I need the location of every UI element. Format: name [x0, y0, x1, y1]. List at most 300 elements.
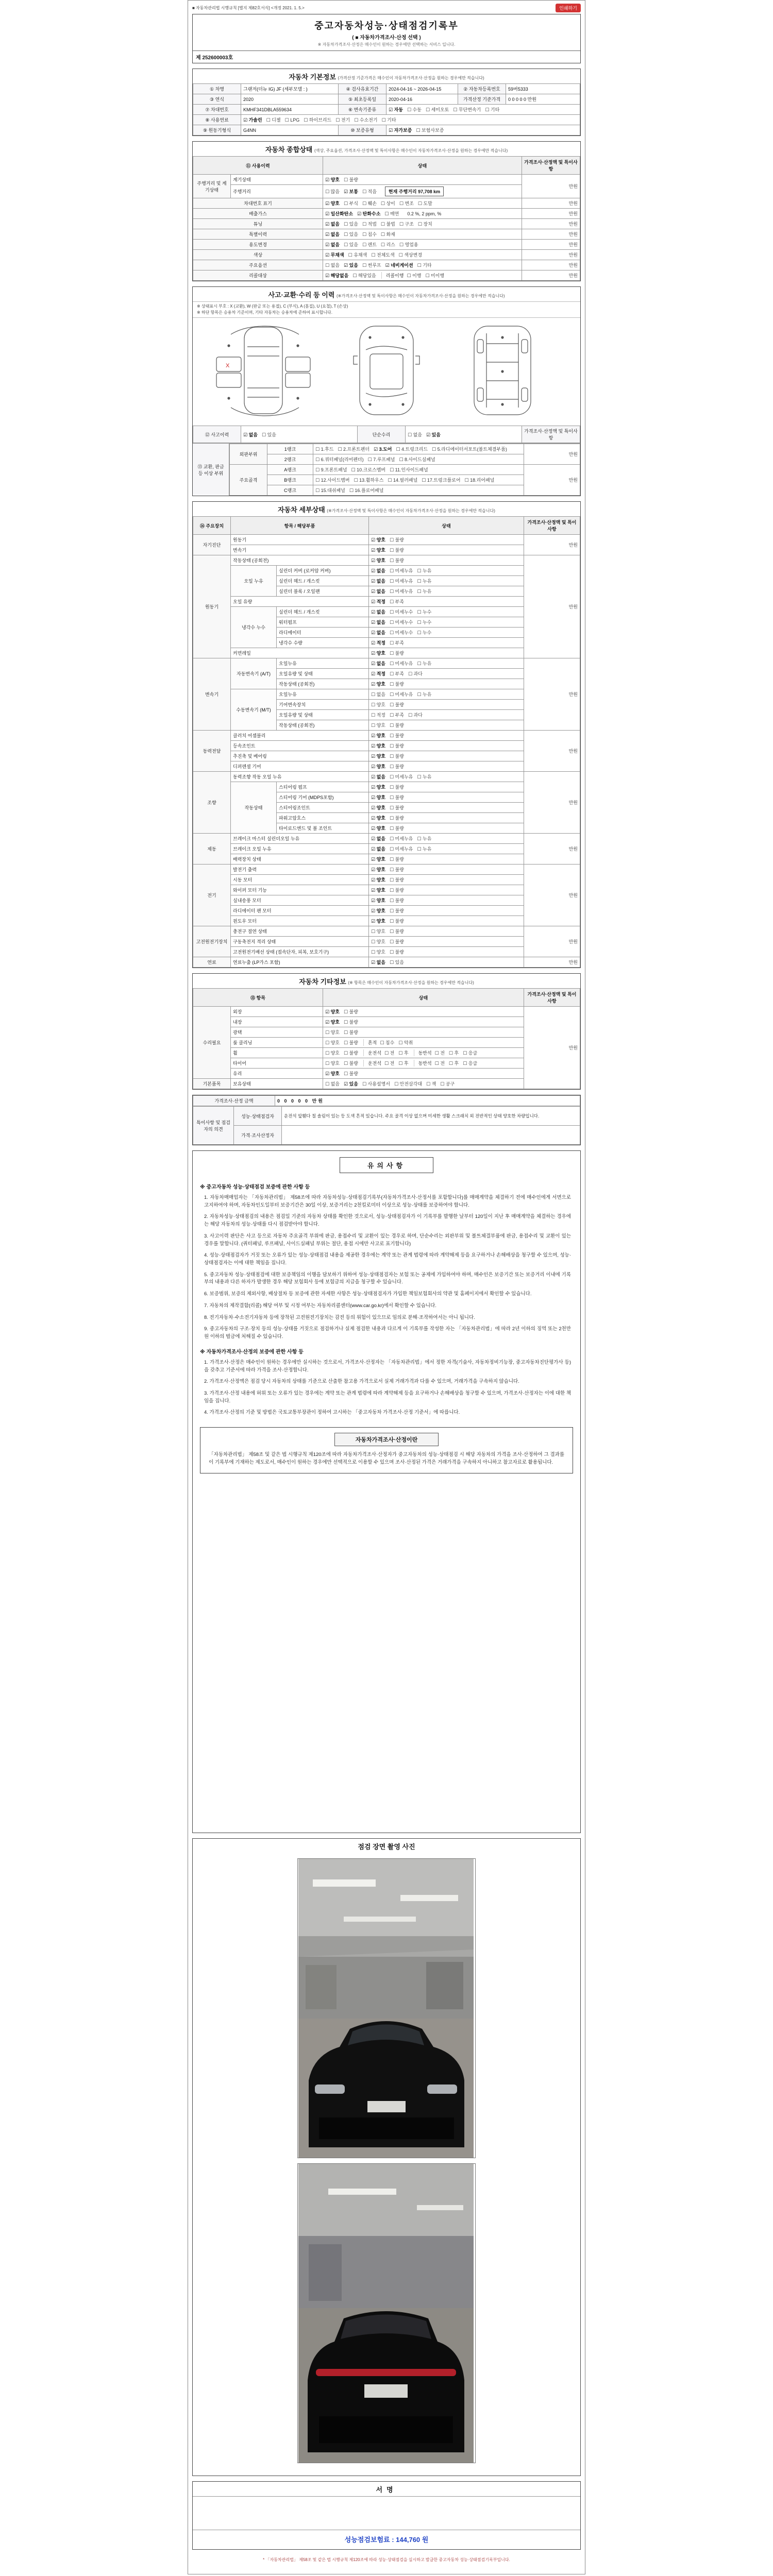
- price-cell: 만원: [524, 555, 580, 658]
- item-label: 원동기: [231, 535, 369, 545]
- year-label: ③ 연식: [193, 94, 241, 105]
- checkbox-unchecked: ☐ 없음: [325, 263, 340, 268]
- vin-label: ⑦ 차대번호: [193, 105, 241, 115]
- checkbox-checked: ☑ 양호: [371, 682, 385, 687]
- state-cell: [369, 731, 524, 741]
- checkbox-unchecked: ☐ 불량: [389, 939, 404, 944]
- accident-history-options: [241, 426, 358, 443]
- device-label: 고전원전기장치: [193, 926, 231, 957]
- state-cell: [323, 250, 522, 260]
- state-cell: [369, 885, 524, 895]
- checkbox-unchecked: ☐ 도말: [417, 201, 432, 206]
- checkbox-unchecked: ☐ 양호: [371, 702, 385, 707]
- item-label: 라디에이터 팬 모터: [231, 906, 369, 916]
- photos-title: 점검 장면 촬영 사진: [358, 1843, 415, 1851]
- checkbox-checked: ☑ 적정: [371, 671, 385, 676]
- table-row: [193, 1048, 580, 1058]
- cost-table: [193, 1095, 580, 1106]
- item-label: 추진축 및 베어링: [231, 751, 369, 761]
- state-cell: [323, 198, 522, 209]
- notice-part1-title: ※ 중고자동차 성능·상태점검 보증에 관한 사항 등: [200, 1184, 310, 1190]
- price-cell: 만원: [524, 1007, 580, 1089]
- item-label: 브레이크 마스터 실린더오일 누유: [231, 834, 369, 844]
- item-label: 냉각수 수량: [277, 638, 369, 648]
- inspection-label: ④ 검사유효기간: [339, 84, 386, 94]
- price-cell: 만원: [522, 260, 580, 270]
- car-diagram-svg: [200, 320, 573, 421]
- price-cell: 만원: [524, 926, 580, 957]
- checkbox-unchecked: ☐ 매연: [384, 211, 399, 216]
- exchange-ranks: [193, 443, 580, 496]
- definition-title: 자동차가격조사·산정이란: [334, 1433, 439, 1446]
- col-use-history: ⑪ 사용이력: [193, 157, 323, 175]
- year-value: 2020: [241, 94, 339, 105]
- notice-item: 2. 자동차성능·상태점검의 내용은 점검일 기준의 자동차 상태를 확인한 것으로서, 성능·상태점검자가 이 기록부를 발행한 날부터 120일이 지난 후 매매계약을 체결하는 경우에는 해당 자동차의 성능·상태를 다시 점검받아야 합니다.: [204, 1214, 571, 1228]
- row-item-label: 주행거리: [231, 185, 323, 198]
- photo-rear-svg: [298, 2164, 474, 2463]
- state-cell: [323, 1027, 524, 1038]
- checkbox-unchecked: ☐ 없음: [408, 432, 422, 437]
- checkbox-checked: ☑ 양호: [371, 898, 385, 903]
- checkbox-checked: ☑ 적정: [371, 599, 385, 604]
- checkbox-checked: ☑ 양호: [371, 785, 385, 790]
- device-label: 원동기: [193, 555, 231, 658]
- table-row: [193, 916, 580, 926]
- state-cell: [323, 219, 522, 229]
- item-label: 배력장치 상태: [231, 854, 369, 865]
- state-cell: [323, 1038, 524, 1048]
- first-reg-label: ⑤ 최초등록일: [339, 94, 386, 105]
- checkbox-unchecked: ☐ 있음: [343, 232, 358, 237]
- sub-label: 냉각수 누수: [231, 607, 277, 648]
- section-title-accident: [193, 287, 580, 301]
- accident-subnote: (※가격조사·산정액 및 특이사항은 매수인이 자동차가격조사·산정을 원하는 경우에만 적습니다): [336, 294, 505, 298]
- notice-item: 3. 가격조사·산정 내용에 허위 또는 오류가 있는 경우에는 계약 또는 관계 법령에 따라 계약해제 등을 요구하거나 손해배상을 청구할 수 있으며, 가격조사·산정자는 이에 대한 책임을 집니다.: [204, 1390, 571, 1404]
- table-row: [193, 115, 580, 125]
- checkbox-unchecked: ☐ 부식: [343, 201, 358, 206]
- row-item-label: 계기상태: [231, 175, 323, 185]
- document-header: [192, 14, 581, 63]
- section-basic-info: [192, 69, 581, 136]
- checkbox-unchecked: ☐ 적정: [371, 713, 385, 718]
- checkbox-unchecked: ☐ 무단변속기: [453, 107, 481, 112]
- reg-no-label: ② 자동차등록번호: [458, 84, 506, 94]
- checkbox-unchecked: ☐ 불량: [343, 1061, 358, 1066]
- simple-repair-label: 단순수리: [358, 426, 406, 443]
- state-cell: [369, 689, 524, 700]
- checkbox-unchecked: ☐ 불량: [389, 764, 404, 769]
- table-row: [230, 444, 580, 454]
- item-label: 변속기: [231, 545, 369, 555]
- section-cost-opinion: [192, 1095, 581, 1145]
- price-cell: 만원: [524, 535, 580, 555]
- checkbox-unchecked: ☐ 미세누유: [389, 661, 413, 666]
- item-label: 오일유량 및 상태: [277, 669, 369, 679]
- item-label: 라디에이터: [277, 628, 369, 638]
- checkbox-unchecked: ☐ 기타: [417, 263, 432, 268]
- table-row: [193, 94, 580, 105]
- state-cell: [369, 813, 524, 823]
- checkbox-checked: ☑ 양호: [371, 888, 385, 893]
- checkbox-unchecked: ☐ 양호: [371, 929, 385, 934]
- checkbox-unchecked: ☐ 리스: [380, 242, 395, 247]
- checkbox-unchecked: ☐ 부족: [389, 599, 404, 604]
- checkbox-unchecked: ☐ 전: [434, 1061, 445, 1066]
- summary-title-text: 자동차 종합상태: [265, 146, 313, 154]
- checkbox-checked: ☑ 양호: [371, 795, 385, 800]
- table-row: [193, 607, 580, 617]
- checkbox-unchecked: ☐ 많음: [325, 189, 340, 194]
- checkbox-unchecked: ☐ 렌트: [362, 242, 377, 247]
- checkbox-unchecked: ☐ 있음: [261, 432, 276, 437]
- state-cell: [369, 751, 524, 761]
- item-label: 오일유량 및 상태: [277, 710, 369, 720]
- state-cell: [369, 834, 524, 844]
- checkbox-checked: ☑ 양호: [371, 743, 385, 749]
- item-label: 워터펌프: [277, 617, 369, 628]
- checkbox-checked: ☑ 양호: [325, 177, 340, 182]
- checkbox-unchecked: ☐ 수소전기: [354, 117, 378, 123]
- detail-table: [193, 516, 580, 968]
- table-row: [193, 865, 580, 875]
- state-cell: [369, 772, 524, 782]
- state-cell: [369, 638, 524, 648]
- detail-title-text: 자동차 세부상태: [278, 506, 325, 514]
- price-cell: 만원: [524, 658, 580, 731]
- table-row: [193, 1038, 580, 1048]
- checkbox-unchecked: ☐ 있음: [343, 242, 358, 247]
- checkbox-unchecked: ☐ 세미오토: [425, 107, 449, 112]
- checkbox-checked: ☑ 양호: [371, 805, 385, 810]
- checkbox-unchecked: ☐ 미세누유: [389, 846, 413, 852]
- table-row: [193, 906, 580, 916]
- opinion-label: 특이사항 및 점검자의 의견: [193, 1107, 234, 1145]
- device-label: 연료: [193, 957, 231, 968]
- inspector-comment: 운전석 앞휀다 칠 솔림이 있는 등 도색 흔적 있습니다. 주요 골격 이상 없으며 미세한 생활 스크래치 외 전반적인 상태 양호한 차량입니다.: [282, 1107, 580, 1126]
- checkbox-unchecked: ☐ 누유: [417, 661, 432, 666]
- table-row: [193, 937, 580, 947]
- state-cell: [369, 679, 524, 689]
- table-header-row: [193, 989, 580, 1007]
- checkbox-unchecked: ☐ 안전삼각대: [394, 1081, 423, 1087]
- table-row: [193, 947, 580, 957]
- state-cell: [323, 270, 522, 281]
- checkbox-unchecked: ☐ 후: [398, 1061, 409, 1066]
- document-subtitle: ( ■ 자동차가격조사·산정 선택 ): [352, 35, 421, 41]
- base-price-value: 0 0 0 0 0 만원: [506, 94, 580, 105]
- state-cell: [369, 803, 524, 813]
- checkbox-unchecked: ☐ 후: [448, 1050, 459, 1056]
- table-row: [193, 926, 580, 937]
- price-cell: 만원: [524, 957, 580, 968]
- appraiser-comment: [282, 1126, 580, 1145]
- checkbox-unchecked: ☐ 후: [448, 1061, 459, 1066]
- inspection-record-document: [188, 0, 585, 2574]
- checkbox-unchecked: ☐ 12.사이드멤버: [315, 478, 350, 483]
- warranty-options: [386, 125, 580, 135]
- table-row: [193, 648, 580, 658]
- row-group-label: 색상: [193, 250, 323, 260]
- car-diagram-frame: [474, 326, 531, 415]
- notice-item: 3. 사고이력 판단은 사고 등으로 자동차 주요골격 부위에 판금, 용접수리 및 교환이 있는 경우로 하며, 단순수리는 외판부위 및 볼트체결부품에 판금, 용접수리 및 교환이 있는 경우를 말합니다. (쿼터패널, 루프패널, 사이드실패널 부위는 절단, 용접 시에만 사고로 표기합니다): [204, 1233, 571, 1247]
- state-cell: [369, 937, 524, 947]
- price-cell: 만원: [522, 250, 580, 260]
- table-row: [193, 545, 580, 555]
- state-cell: [369, 535, 524, 545]
- signature-area: [193, 2496, 580, 2530]
- notice-part1-items: [193, 1192, 580, 1343]
- fuel-label: ⑧ 사용연료: [193, 115, 241, 125]
- checkbox-checked: ☑ 없음: [371, 620, 385, 625]
- table-row: [193, 854, 580, 865]
- item-label: 동력조향 작동 오일 누유: [231, 772, 369, 782]
- checkbox-unchecked: ☐ 불량: [343, 1040, 358, 1045]
- state-cell: [323, 1058, 524, 1069]
- checkbox-unchecked: ☐ 10.크로스멤버: [351, 467, 386, 472]
- table-row: [193, 1027, 580, 1038]
- item-label: 와이퍼 모터 기능: [231, 885, 369, 895]
- table-row: [193, 535, 580, 545]
- checkbox-unchecked: ☐ 14.필러패널: [388, 478, 418, 483]
- item-label: 브레이크 오일 누유: [231, 844, 369, 854]
- item-label: 오일 유량: [231, 597, 369, 607]
- checkbox-unchecked: ☐ 양호: [325, 1050, 340, 1056]
- checkbox-unchecked: ☐ 불량: [389, 826, 404, 831]
- checkbox-unchecked: ☐ 잭: [426, 1081, 436, 1087]
- table-row: [193, 658, 580, 669]
- checkbox-checked: ☑ 없음: [371, 630, 385, 635]
- state-cell: [313, 475, 524, 485]
- state-cell: [369, 916, 524, 926]
- checkbox-unchecked: ☐ 있음: [343, 222, 358, 227]
- car-diagram-top: [354, 326, 419, 415]
- price-cell: 만원: [522, 229, 580, 240]
- checkbox-unchecked: ☐ 공구: [440, 1081, 455, 1087]
- checkbox-checked: ☑ 양호: [371, 537, 385, 543]
- table-row: [193, 844, 580, 854]
- checkbox-unchecked: ☐ 미세누수: [389, 630, 413, 635]
- checkbox-checked: ☑ 양호: [371, 548, 385, 553]
- checkbox-unchecked: ☐ 18.리어패널: [464, 478, 495, 483]
- row-group-label: 수리필요: [193, 1007, 231, 1079]
- state-cell: [369, 628, 524, 638]
- price-cell: 만원: [522, 219, 580, 229]
- checkbox-checked: ☑ 없음: [325, 242, 340, 247]
- state-cell: [369, 823, 524, 834]
- checkbox-unchecked: ☐ 침수: [362, 232, 377, 237]
- first-reg-value: 2020-04-16: [386, 94, 458, 105]
- state-cell: [369, 895, 524, 906]
- inline-label: 운전석: [363, 1049, 381, 1056]
- checkbox-unchecked: ☐ 누유: [417, 579, 432, 584]
- transmission-options: [386, 105, 580, 115]
- fuel-options: [241, 115, 580, 125]
- checkbox-unchecked: ☐ 전: [384, 1050, 395, 1056]
- checkbox-checked: ☑ 양호: [371, 733, 385, 738]
- vin-value: KMHF341DBLA559634: [241, 105, 339, 115]
- state-cell: [369, 648, 524, 658]
- col-price: 가격조사·산정액 및 특이사항: [524, 517, 580, 535]
- checkbox-checked: ☑ 없음: [371, 836, 385, 841]
- checkbox-unchecked: ☐ 수동: [407, 107, 422, 112]
- checkbox-unchecked: ☐ 미세누수: [389, 609, 413, 615]
- checkbox-unchecked: ☐ 2.프론트펜더: [338, 447, 370, 452]
- price-cell: 만원: [522, 209, 580, 219]
- checkbox-unchecked: ☐ 미세누유: [389, 774, 413, 779]
- section-title-detail: [193, 502, 580, 516]
- checkbox-unchecked: ☐ 전: [384, 1061, 395, 1066]
- checkbox-unchecked: ☐ 전: [434, 1050, 445, 1056]
- state-cell: [369, 865, 524, 875]
- table-row: [193, 834, 580, 844]
- checkbox-unchecked: ☐ 누수: [417, 609, 432, 615]
- checkbox-unchecked: ☐ 미세누유: [389, 568, 413, 573]
- checkbox-unchecked: ☐ 전체도색: [371, 252, 395, 258]
- basic-subnote: (가격산정 기준가격은 매수인이 자동차가격조사·산정을 원하는 경우에만 적습니다): [338, 76, 484, 80]
- checkbox-unchecked: ☐ 13.휠하우스: [354, 478, 384, 483]
- checkbox-checked: ☑ 없음: [325, 232, 340, 237]
- inspector-label: 성능·상태점검자: [234, 1107, 282, 1126]
- top-strip: [192, 3, 581, 14]
- state-cell: [369, 576, 524, 586]
- col-price: 가격조사·산정액 및 특이사항: [522, 157, 580, 175]
- table-row: [193, 895, 580, 906]
- section-title-summary: [193, 142, 580, 156]
- notice-item: 1. 가격조사·산정은 매수인이 원하는 경우에만 실시하는 것으로서, 가격조사·산정자는 「자동차관리법」에서 정한 자격(기술사, 자동차정비기능장, 중고자동차진단평가사 등)을 갖추고 기준서에 따라 가격을 조사·산정합니다.: [204, 1359, 571, 1373]
- ranks-table: [229, 444, 580, 496]
- checkbox-unchecked: ☐ 미이행: [425, 273, 445, 278]
- checkbox-checked: ☑ 양호: [371, 857, 385, 862]
- checkbox-unchecked: ☐ 누유: [417, 568, 432, 573]
- table-row: [193, 250, 580, 260]
- device-label: 전기: [193, 865, 231, 926]
- item-label: 실내송풍 모터: [231, 895, 369, 906]
- row-item-label: 휠: [231, 1048, 323, 1058]
- notice-title: 유의사항: [340, 1157, 433, 1173]
- rank-label: B랭크: [267, 475, 313, 485]
- row-group-label: 배출가스: [193, 209, 323, 219]
- rank-label: 2랭크: [267, 454, 313, 465]
- checkbox-unchecked: ☐ 불량: [389, 733, 404, 738]
- state-cell: [369, 597, 524, 607]
- reg-no-value: 59버5333: [506, 84, 580, 94]
- checkbox-checked: ☑ 가솔린: [243, 117, 262, 123]
- row-item-label: 룸 클리닝: [231, 1038, 323, 1048]
- col-device: ⑭ 주요장치: [193, 517, 231, 535]
- checkbox-unchecked: ☐ 부족: [389, 671, 404, 676]
- state-cell: [369, 710, 524, 720]
- checkbox-unchecked: ☐ 불량: [343, 1020, 358, 1025]
- checkbox-unchecked: ☐ 불량: [389, 743, 404, 749]
- checkbox-checked: ☑ 없음: [371, 579, 385, 584]
- device-label: 자기진단: [193, 535, 231, 555]
- checkbox-unchecked: ☐ 상이: [380, 201, 395, 206]
- state-cell: [323, 260, 522, 270]
- state-cell: [323, 229, 522, 240]
- notice-part2-items: [193, 1357, 580, 1419]
- simple-repair-options: [406, 426, 522, 443]
- checkbox-unchecked: ☐ 미세누수: [389, 620, 413, 625]
- state-cell: [369, 906, 524, 916]
- checkbox-unchecked: ☐ 미세누유: [389, 579, 413, 584]
- section-detail: [192, 501, 581, 968]
- accident-history-table: [193, 426, 580, 443]
- document-title: 중고자동차성능·상태점검기록부: [314, 21, 459, 31]
- checkbox-unchecked: ☐ 응급: [463, 1061, 478, 1066]
- item-label: 커먼레일: [231, 648, 369, 658]
- state-cell: [323, 1079, 524, 1089]
- checkbox-checked: ☑ 없음: [325, 222, 340, 227]
- checkbox-unchecked: ☐ 침수: [380, 1040, 395, 1045]
- engine-value: G4NN: [241, 125, 339, 135]
- appraiser-label: 가격·조사산정자: [234, 1126, 282, 1145]
- checkbox-unchecked: ☐ 불량: [389, 877, 404, 883]
- state-cell: [323, 1017, 524, 1027]
- table-row: [193, 229, 580, 240]
- checkbox-unchecked: ☐ 불량: [389, 537, 404, 543]
- table-row: [193, 885, 580, 895]
- checkbox-unchecked: ☐ 불량: [389, 682, 404, 687]
- state-cell: [323, 1048, 524, 1058]
- checkbox-unchecked: ☐ 하이브리드: [304, 117, 332, 123]
- price-cell: 만원: [524, 772, 580, 834]
- table-row: [193, 198, 580, 209]
- item-label: 실린더 블록 / 오일팬: [277, 586, 369, 597]
- price-cell: 만원: [522, 240, 580, 250]
- state-cell: [369, 545, 524, 555]
- row-group-label: 기본품목: [193, 1079, 231, 1089]
- checkbox-unchecked: ☐ 양호: [371, 939, 385, 944]
- checkbox-unchecked: ☐ 불량: [389, 795, 404, 800]
- checkbox-unchecked: ☐ 영업용: [399, 242, 418, 247]
- checkbox-checked: ☑ 양호: [371, 908, 385, 913]
- row-item-label: 보유상태: [231, 1079, 323, 1089]
- price-cell: 만원: [522, 198, 580, 209]
- checkbox-unchecked: ☐ 불량: [389, 754, 404, 759]
- engine-label: ⑨ 원동기형식: [193, 125, 241, 135]
- notice-item: 6. 보증범위, 보증의 제외사항, 배상절차 등 보증에 관한 자세한 사항은 성능·상태점검자가 가입한 책임보험회사의 약관 및 홈페이지에서 확인할 수 있습니다.: [204, 1291, 532, 1297]
- table-row: [193, 426, 580, 443]
- checkbox-unchecked: ☐ 불량: [343, 177, 358, 182]
- notice-part2-title: ※ 자동차가격조사·산정의 보증에 관한 사항 등: [200, 1349, 304, 1355]
- item-label: 스티어링 펌프: [277, 782, 369, 792]
- checkbox-checked: ☑ 양호: [325, 1009, 340, 1014]
- table-row: [193, 175, 580, 185]
- checkbox-unchecked: ☐ 4.트렁크리드: [396, 447, 428, 452]
- section-signature: [192, 2481, 581, 2550]
- state-cell: [323, 185, 522, 198]
- state-cell: [369, 741, 524, 751]
- table-row: [193, 741, 580, 751]
- table-row: [193, 761, 580, 772]
- checkbox-checked: ☑ 적정: [371, 640, 385, 646]
- checkbox-checked: ☑ 없음: [243, 432, 258, 437]
- checkbox-unchecked: ☐ 사용설명서: [362, 1081, 390, 1087]
- print-button[interactable]: 인쇄하기: [556, 4, 581, 12]
- item-label: 윈도우 모터: [231, 916, 369, 926]
- checkbox-unchecked: ☐ 불량: [389, 950, 404, 955]
- checkbox-unchecked: ☐ 있음: [389, 960, 404, 965]
- car-damage-diagrams: [193, 317, 580, 426]
- table-row: [193, 782, 580, 792]
- checkbox-checked: ☑ 있음: [343, 1081, 358, 1087]
- price-cell: 만원: [522, 270, 580, 281]
- state-cell: [369, 607, 524, 617]
- state-cell: [369, 617, 524, 628]
- panel-group-label: 외판부위: [230, 444, 267, 465]
- checkbox-unchecked: ☐ 9.프론트패널: [315, 467, 347, 472]
- accident-title-text: 사고·교환·수리 등 이력: [268, 291, 335, 299]
